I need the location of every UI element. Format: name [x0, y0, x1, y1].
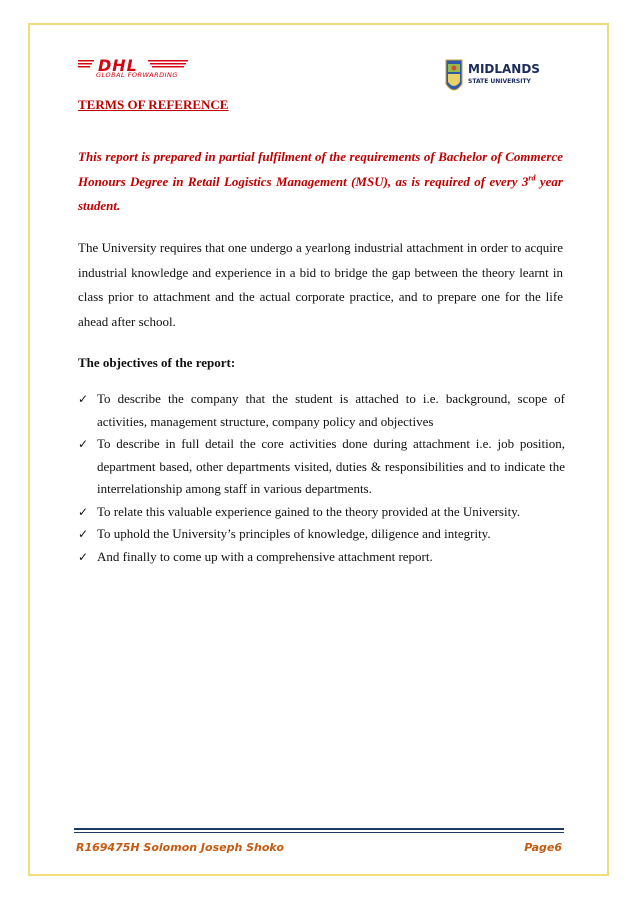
intro-paragraph: [78, 145, 563, 219]
dhl-logo-subtext: GLOBAL FORWARDING: [96, 71, 178, 79]
objectives-heading: The objectives of the report:: [78, 355, 236, 370]
checkmark-icon: ✓: [78, 504, 89, 519]
dhl-logo-text: DHL: [98, 56, 138, 75]
footer-rule-thin: [74, 832, 564, 833]
msu-logo: [444, 58, 564, 100]
footer-author: R169475H Solomon Joseph Shoko: [76, 841, 284, 854]
list-item-text: To describe in full detail the core activities done during attachment i.e. job position, department based, other departments visited, duties & responsibilities and to indicate the interrelationship among staff in various departments.: [97, 436, 565, 496]
msu-logo-subtitle: STATE UNIVERSITY: [468, 78, 531, 85]
objectives-list: [78, 388, 565, 568]
msu-logo-name: MIDLANDS: [468, 62, 540, 76]
intro-text-end: year student.: [78, 173, 563, 213]
checkmark-icon: ✓: [78, 437, 89, 451]
intro-text: This report is prepared in partial fulfilment of the requirements of Bachelor of Commerce Honours Degree in Retail Logistics Management (MSU), as is required of every 3: [78, 149, 563, 189]
footer-rule: [74, 828, 564, 830]
msu-crest-icon: [444, 58, 464, 98]
list-item: [78, 523, 565, 546]
list-item: [78, 546, 565, 569]
list-item: [78, 388, 565, 433]
page-title: TERMS OF REFERENCE: [78, 97, 229, 112]
checkmark-icon: ✓: [78, 527, 89, 541]
body-paragraph: The University requires that one undergo a yearlong industrial attachment in order to acquire industrial knowledge and experience in a bid to bridge the gap between the theory learnt in class prior to attachment and the actual corporate practice, and to prepare one for the life ahead after school.: [78, 240, 563, 329]
list-item-text: To relate this valuable experience gained to the theory provided at the University.: [97, 503, 521, 519]
list-item-text: To uphold the University’s principles of knowledge, diligence and integrity.: [97, 526, 491, 541]
footer-page-number: Page6: [524, 841, 562, 854]
dhl-logo: [78, 58, 190, 80]
checkmark-icon: ✓: [78, 392, 89, 406]
list-item: [78, 433, 565, 501]
intro-superscript: rd: [528, 173, 536, 183]
list-item: [78, 501, 565, 524]
list-item-text: And finally to come up with a comprehensive attachment report.: [97, 548, 433, 564]
list-item-text: To describe the company that the student is attached to i.e. background, scope of activities, management structure, company policy and objectives: [97, 391, 565, 429]
checkmark-icon: ✓: [78, 549, 89, 564]
